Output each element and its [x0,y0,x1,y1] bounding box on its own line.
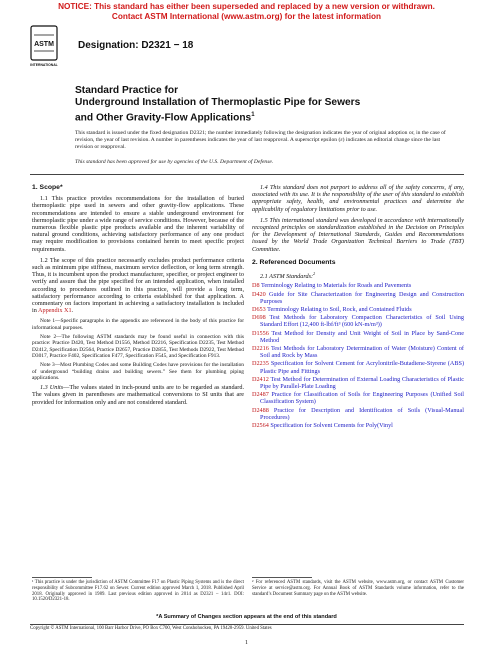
reference-code[interactable]: D653 [252,305,266,313]
dod-approval: This standard has been approved for use by agencies of the U.S. Department of Defense. [75,159,274,165]
footnote-divider-left [32,577,92,578]
reference-item[interactable] [252,330,464,344]
note-3: Note 3—Most Plumbing Codes and some Building Codes have provisions for the installation of underground “building drains and building sewers.” See them for plumbing piping applications. [32,362,244,381]
footnote-divider-right [252,577,312,578]
reference-item[interactable] [252,376,464,390]
astm-logo [30,25,58,69]
logo-text: ASTM [34,41,54,48]
reference-code[interactable]: D1556 [252,329,269,337]
reference-title[interactable]: Terminology Relating to Materials for Roads and Pavements [259,282,412,290]
title-line-2: Underground Installation of Thermoplastic Pipe for Sewers [75,97,361,108]
left-column [32,184,244,410]
right-column [252,184,464,430]
reference-title[interactable]: Test Method for Determination of External Loading Characteristics of Plastic Pipe by Parallel-Plate Loading [260,375,464,390]
reference-item[interactable] [252,314,464,328]
reference-title[interactable]: Specification for Solvent Cement for Acrylonitrile-Butadiene-Styrene (ABS) Plastic Pipe and Fittings [260,360,464,375]
reference-title[interactable]: Specification for Solvent Cements for Poly(Vinyl [268,421,393,429]
section-1-2: 1.2 The scope of this practice necessarily excludes product performance criteria such as minimum pipe stiffness, maximum service deflection, or long term strength. Thus, it is incumbent upon the product manufacturer, specifier, or project engineer to verify and assure that the pipe specified for an intended application, when installed according to procedures outlined in this practice, will provide a long term, satisfactory performance according to criteria established for that application. A commentary on factors important in achieving a satisfactory installation is included in Appendix X1. [32,256,244,315]
footnote-1: ¹ This practice is under the jurisdiction of ASTM Committee F17 on Plastic Piping Systems and is the direct responsibility of Subcommittee F17.62 on Sewer. Current edition approved March 1, 2018. Published April 2018. Originally approved in 1989. Last previous edition approved in 2014 as D2321 – 14ε1. DOI: 10.1520/D2321-18. [32,580,244,603]
reference-title[interactable]: Practice for Description and Identification of Soils (Visual-Manual Procedures) [260,406,464,421]
reference-code[interactable]: D698 [252,314,266,322]
appendix-x1-link[interactable]: Appendix X1 [38,307,72,315]
reference-title[interactable]: Test Methods for Laboratory Determination of Water (Moisture) Content of Soil and Rock by Mass [260,344,464,360]
reference-item[interactable] [252,282,464,289]
title-line-3: and Other Gravity-Flow Applications$^1$ [75,112,255,124]
reference-item[interactable] [252,345,464,359]
reference-item[interactable] [252,422,464,429]
reference-title[interactable]: Guide for Site Characterization for Engineering Design and Construction Purposes [260,290,464,305]
title-footnote-mark: 1 [251,112,255,118]
reference-item[interactable] [252,291,464,305]
astm-standards-label: 2.1 ASTM Standards:$^2$ [260,271,316,281]
reference-title[interactable]: Test Method for Density and Unit Weight of Soil in Place by Sand-Cone Method [260,329,464,344]
logo-subtext: INTERNATIONAL [30,63,58,67]
reference-item[interactable] [252,407,464,421]
page-number: 1 [245,640,248,646]
section-1-5: 1.5 This international standard was developed in accordance with internationally recognized principles on standardization established in the Decision on Principles for the Development of International Standards, Guides and Recommendations issued by the World Trade Organization Technical Barriers to Trade (TBT) Committee. [252,216,464,253]
note-1: Note 1—Specific paragraphs in the appendix are referenced in the body of this practice for informational purposes. [32,318,244,331]
reference-code[interactable]: D420 [252,290,266,298]
reference-item[interactable] [252,306,464,313]
section-1-4: 1.4 This standard does not purport to address all of the safety concerns, if any, associated with its use. It is the responsibility of the user of this standard to establish appropriate safety, health, and environmental practices and determine the applicability of regulatory limitations prior to use. [252,184,464,213]
scope-heading: 1. Scope* [32,184,63,191]
reference-title[interactable]: Practice for Classification of Soils for Engineering Purposes (Unified Soil Classification System) [260,391,464,406]
document-title [75,85,475,124]
reference-item[interactable] [252,360,464,374]
footnote-2: ² For referenced ASTM standards, visit the ASTM website, www.astm.org, or contact ASTM Customer Service at service@astm.org. For Annual Book of ASTM Standards volume information, refer to the standard’s Document Summary page on the ASTM website. [252,580,464,597]
issued-statement: This standard is issued under the fixed designation D2321; the number immediately following the designation indicates the year of original adoption or, in the case of revision, the year of last revision. A number in parentheses indicates the year of last reapproval. A superscript epsilon (ε) indicates an editorial change since the last revision or reapproval. [75,130,446,150]
reference-list [252,282,464,429]
reference-item[interactable] [252,391,464,405]
reference-code[interactable]: D2235 [252,360,269,368]
title-line-1: Standard Practice for [75,85,179,96]
reference-title[interactable]: Terminology Relating to Soil, Rock, and Contained Fluids [265,305,412,313]
designation: Designation: D2321 − 18 [78,40,194,51]
notice-line-1: NOTICE: This standard has either been superseded and replaced by a new version or withdrawn. [58,2,435,11]
notice-line-2: Contact ASTM International (www.astm.org) for the latest information [111,12,382,21]
withdrawal-notice [0,2,493,22]
note-2: Note 2—The following ASTM standards may be found useful in connection with this practice: Practice D420, Test Method D1556, Method D2216, Specification D2235, Test Method D2412, Specification D2564, Practice D2657, Practice D2855, Test Methods D2922, Test Method D3017, Practice F402, Specification F477, Specification F545, and Specification F913. [32,334,244,359]
header-divider [30,174,464,175]
section-1-1: 1.1 This practice provides recommendations for the installation of buried thermoplastic pipe used in sewers and other gravity-flow applications. These recommendations are intended to ensure a stable underground environment for thermoplastic pipe under a wide range of service conditions. However, because of the numerous flexible plastic pipe products available and the inherent variability of natural ground conditions, achieving satisfactory performance of any one product may require modification to provisions contained herein to meet specific project requirements. [32,195,244,253]
summary-of-changes-note: *A Summary of Changes section appears at the end of this standard [156,614,337,620]
reference-code[interactable]: D2412 [252,375,269,383]
referenced-documents-heading: 2. Referenced Documents [252,258,336,266]
reference-code[interactable]: D2488 [252,406,269,414]
section-1-3: 1.3 Units—The values stated in inch-pound units are to be regarded as standard. The values given in parentheses are mathematical conversions to SI units that are provided for information only and are not considered standard. [32,384,244,406]
reference-code[interactable]: D2487 [252,391,269,399]
reference-code[interactable]: D8 [252,282,260,290]
reference-code[interactable]: D2216 [252,344,269,352]
reference-title[interactable]: Test Methods for Laboratory Compaction Characteristics of Soil Using Standard Effort (12,400 ft-lbf/ft³ (600 kN-m/m³)) [260,314,464,329]
reference-code[interactable]: D2564 [252,421,269,429]
copyright: Copyright © ASTM International, 100 Barr Harbor Drive, PO Box C700, West Conshohocken, PA 19428-2959. United States [30,624,464,631]
